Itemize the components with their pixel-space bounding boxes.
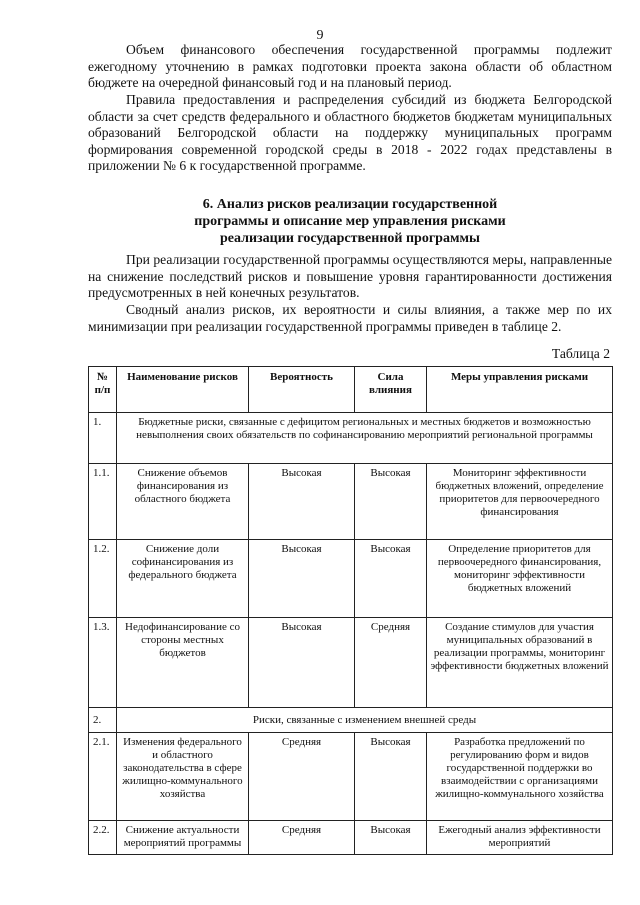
risk-measures: Определение приоритетов для первоочередного финансирования, мониторинг эффективности бюджетных вложений xyxy=(427,540,613,618)
risk-name: Снижение доли софинансирования из федерального бюджета xyxy=(117,540,249,618)
header-num: № п/п xyxy=(89,367,117,413)
risk-name: Снижение актуальности мероприятий программы xyxy=(117,821,249,855)
page-number: 9 xyxy=(316,28,324,43)
table-row xyxy=(89,618,613,708)
risk-measures: Разработка предложений по регулированию форм и видов государственной поддержки во взаимодействии с организациями жилищно-коммунального хозяйства xyxy=(427,733,613,821)
risk-name: Изменения федерального и областного законодательства в сфере жилищно-коммунального хозяйства xyxy=(117,733,249,821)
table-caption: Таблица 2 xyxy=(551,346,610,361)
section-paragraph-2: Сводный анализ рисков, их вероятности и силы влияния, а также мер по их минимизации при реализации государственной программы приведен в таблице 2. xyxy=(88,302,612,334)
risks-table xyxy=(88,366,613,855)
group-row-1 xyxy=(89,413,613,464)
risk-impact: Высокая xyxy=(355,733,427,821)
risk-name: Недофинансирование со стороны местных бюджетов xyxy=(117,618,249,708)
risk-probability: Средняя xyxy=(249,821,355,855)
header-probability: Вероятность xyxy=(249,367,355,413)
table-row xyxy=(89,733,613,821)
risk-probability: Высокая xyxy=(249,464,355,540)
row-num: 2.2. xyxy=(89,821,117,855)
group-title: Риски, связанные с изменением внешней среды xyxy=(117,708,613,733)
section-paragraph-1: При реализации государственной программы осуществляются меры, направленные на снижение последствий рисков и повышение уровня гарантированности достижения предусмотренных в ней конечных результатов. xyxy=(88,252,612,301)
section-heading-line-2: программы и описание мер управления рисками xyxy=(194,214,506,229)
group-row-2 xyxy=(89,708,613,733)
section-heading-line-3: реализации государственной программы xyxy=(220,231,480,246)
header-name: Наименование рисков xyxy=(117,367,249,413)
risk-measures: Мониторинг эффективности бюджетных вложений, определение приоритетов для первоочередного финансирования xyxy=(427,464,613,540)
risk-impact: Высокая xyxy=(355,821,427,855)
table-row xyxy=(89,464,613,540)
section-heading xyxy=(88,196,612,247)
header-impact: Сила влияния xyxy=(355,367,427,413)
risk-measures: Ежегодный анализ эффективности мероприятий xyxy=(427,821,613,855)
risk-impact: Высокая xyxy=(355,540,427,618)
row-num: 1.2. xyxy=(89,540,117,618)
table-row xyxy=(89,821,613,855)
risk-name: Снижение объемов финансирования из областного бюджета xyxy=(117,464,249,540)
risk-probability: Высокая xyxy=(249,618,355,708)
intro-paragraph-1: Объем финансового обеспечения государственной программы подлежит ежегодному уточнению в рамках подготовки проекта закона области об областном бюджете на очередной финансовый год и на плановый период. xyxy=(88,42,612,91)
group-title: Бюджетные риски, связанные с дефицитом региональных и местных бюджетов и возможностью невыполнения своих обязательств по софинансированию мероприятий региональной программы xyxy=(117,413,613,464)
group-num: 1. xyxy=(89,413,117,464)
section-heading-line-1: 6. Анализ рисков реализации государственной xyxy=(202,197,498,212)
risk-impact: Высокая xyxy=(355,464,427,540)
row-num: 2.1. xyxy=(89,733,117,821)
risk-measures: Создание стимулов для участия муниципальных образований в реализации программы, мониторинг эффективности бюджетных вложений xyxy=(427,618,613,708)
risk-probability: Средняя xyxy=(249,733,355,821)
table-header-row xyxy=(89,367,613,413)
row-num: 1.3. xyxy=(89,618,117,708)
risk-impact: Средняя xyxy=(355,618,427,708)
group-num: 2. xyxy=(89,708,117,733)
risk-probability: Высокая xyxy=(249,540,355,618)
table-row xyxy=(89,540,613,618)
row-num: 1.1. xyxy=(89,464,117,540)
intro-paragraph-2: Правила предоставления и распределения субсидий из бюджета Белгородской области за счет средств федерального и областного бюджетов бюджетам муниципальных образований Белгородской области на поддержку муниципальных программ формирования современной городской среды в 2018 - 2022 годах представлены в приложении № 6 к государственной программе. xyxy=(88,92,612,174)
header-measures: Меры управления рисками xyxy=(427,367,613,413)
